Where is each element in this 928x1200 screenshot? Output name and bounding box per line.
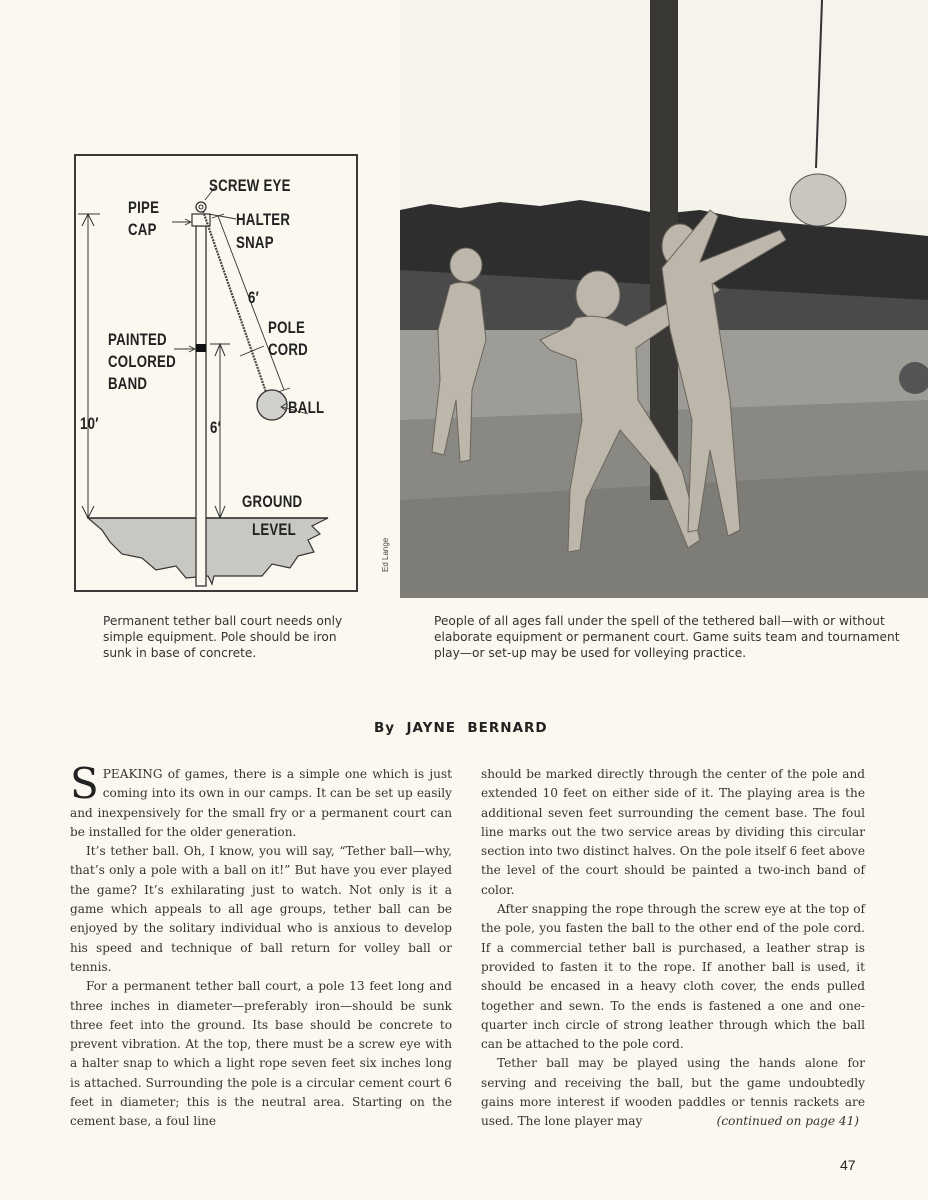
label-cord-length: 6′ bbox=[248, 288, 260, 307]
label-total-height: 10′ bbox=[80, 414, 99, 433]
label-pipe: PIPE bbox=[128, 198, 160, 217]
label-band: BAND bbox=[108, 374, 148, 393]
article-paragraph: After snapping the rope through the screw eye at the top of the pole, you fasten the ball to the other end of the pole cord. If a commercial tether ball is purchased, a leather strap is provided to fasten it to the rope. If another ball is used, it should be encased in a heavy cloth cover, the ends pulled together and sewn. To the ends is fastened a one and one-quarter inch circle of strong leather through which the ball can be attached to the pole cord. bbox=[481, 902, 865, 1052]
article-paragraph: should be marked directly through the center of the pole and extended 10 feet on either side of it. The playing area is the additional seven feet surrounding the cement base. The foul line marks out the two service areas by dividing this circular section into two distinct halves. On the pole itself 6 feet above the level of the court should be painted a two-inch band of color. bbox=[481, 767, 865, 897]
ball bbox=[257, 390, 287, 420]
label-cord: CORD bbox=[268, 340, 308, 359]
label-cap: CAP bbox=[128, 220, 157, 239]
article-paragraph: Tether ball may be played using the hands alone for serving and receiving the ball, but the game undoubtedly gains more interest if wooden paddles or tennis rackets are used. The lone player may (continued on page 41) bbox=[481, 1054, 865, 1131]
continued-link[interactable]: (continued on page 41) bbox=[716, 1114, 859, 1129]
diagram-caption: Permanent tether ball court needs only simple equipment. Pole should be iron sunk in base of concrete. bbox=[103, 614, 343, 660]
screw-eye bbox=[196, 202, 206, 212]
tether-ball-diagram bbox=[74, 154, 358, 592]
label-screw-eye: SCREW EYE bbox=[209, 176, 291, 195]
tether-ball-photo bbox=[400, 0, 928, 598]
diagram-drawing bbox=[76, 156, 356, 590]
photo-illustration bbox=[400, 0, 928, 598]
article-column-left bbox=[70, 759, 452, 1132]
photo-credit: Ed Lange bbox=[381, 537, 390, 572]
page-number: 47 bbox=[840, 1157, 856, 1173]
child-left-head bbox=[450, 248, 482, 282]
byline: By JAYNE BERNARD bbox=[374, 720, 548, 736]
label-ball: BALL bbox=[288, 398, 325, 417]
label-pole: POLE bbox=[268, 318, 306, 337]
label-colored: COLORED bbox=[108, 352, 176, 371]
label-band-height: 6′ bbox=[210, 418, 222, 437]
label-ground: GROUND bbox=[242, 492, 303, 511]
drop-cap: S bbox=[70, 759, 99, 808]
article-paragraph: For a permanent tether ball court, a pole 13 feet long and three inches in diameter—preferably iron—should be sunk three feet into the ground. Its base should be concrete to prevent vibration. At the top, there must be a screw eye with a halter snap to which a light rope seven feet six inches long is attached. Surrounding the pole is a circular cement court 6 feet in diameter; this is the neutral area. Starting on the cement base, a foul line bbox=[70, 979, 452, 1129]
label-halter: HALTER bbox=[236, 210, 291, 229]
pole bbox=[196, 226, 206, 586]
label-snap: SNAP bbox=[236, 233, 274, 252]
painted-band bbox=[196, 344, 206, 352]
article-paragraph: It’s tether ball. Oh, I know, you will say, “Tether ball—why, that’s only a pole with a ball on it!” But have you ever played the game? It’s exhilarating just to watch. Not only is it a game which appeals to all age groups, tether ball can be enjoyed by the solitary individual who is anxious to develop his speed and technique of ball return for volley ball or tennis. bbox=[70, 844, 452, 974]
ball bbox=[790, 174, 846, 226]
article-column-right bbox=[481, 765, 865, 1132]
photo-caption: People of all ages fall under the spell of the tethered ball—with or without elaborate equipment or permanent court. Game suits team and tournament play—or set-up may be used for volleying practice. bbox=[434, 614, 900, 660]
label-level: LEVEL bbox=[252, 520, 296, 539]
label-painted: PAINTED bbox=[108, 330, 167, 349]
child-center-head bbox=[576, 271, 620, 319]
article-paragraph: SPEAKING of games, there is a simple one which is just coming into its own in our camps. It can be set up easily and inexpensively for the small fry or a permanent court can be installed for the older generation. bbox=[70, 759, 452, 839]
